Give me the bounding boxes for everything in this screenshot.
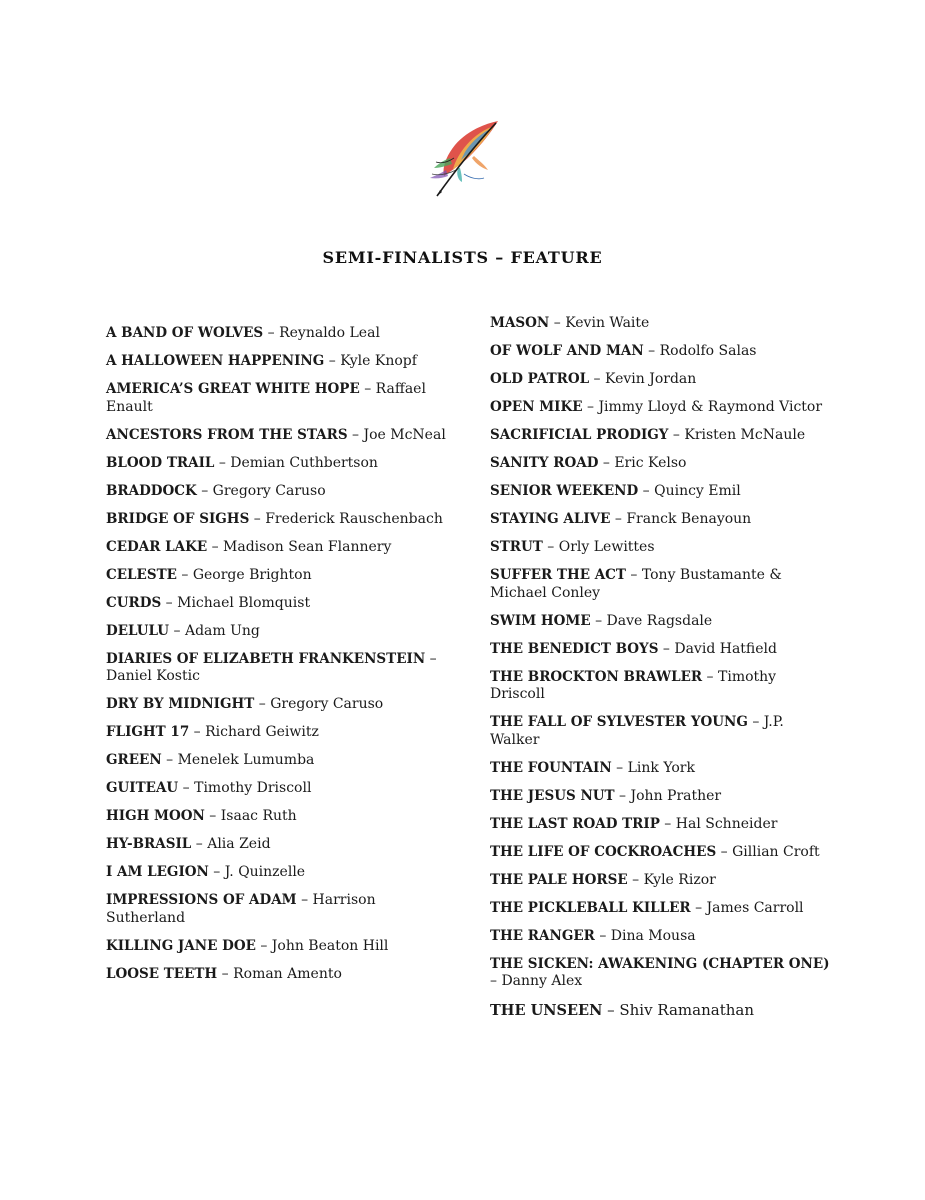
author-name: J.P. Walker (490, 714, 784, 748)
separator-dash: – (425, 650, 437, 667)
list-item (490, 872, 835, 890)
list-item (490, 1001, 835, 1020)
author-name: Adam Ung (184, 622, 260, 639)
separator-dash: – (582, 399, 599, 415)
screenplay-title: KILLING JANE DOE (106, 937, 256, 954)
separator-dash: – (658, 640, 675, 657)
author-name: Jimmy Lloyd & Raymond Victor (598, 399, 823, 415)
screenplay-title: DELULU (106, 622, 170, 639)
separator-dash: – (191, 836, 208, 852)
author-name: Menelek Lumumba (177, 752, 315, 768)
screenplay-title: THE UNSEEN (490, 1002, 603, 1019)
screenplay-title: AMERICA’S GREAT WHITE HOPE (106, 381, 360, 397)
list-item (490, 788, 835, 806)
list-item (106, 623, 446, 641)
screenplay-title: GREEN (106, 752, 162, 768)
list-item (490, 371, 835, 389)
author-name: Kevin Waite (565, 315, 650, 331)
list-item (106, 808, 446, 826)
separator-dash: – (214, 454, 231, 471)
list-item (106, 724, 446, 742)
author-name: Quincy Emil (654, 483, 741, 499)
screenplay-title: SENIOR WEEKEND (490, 483, 639, 499)
list-item (106, 455, 446, 473)
separator-dash: – (589, 371, 605, 387)
list-item (490, 928, 835, 946)
author-name: Demian Cuthbertson (230, 454, 378, 471)
author-name: Shiv Ramanathan (619, 1001, 754, 1019)
screenplay-title: THE FALL OF SYLVESTER YOUNG (490, 714, 748, 730)
author-name: Timothy Driscoll (194, 780, 312, 796)
screenplay-title: THE PICKLEBALL KILLER (490, 899, 691, 916)
author-name: Link York (627, 759, 695, 776)
author-name: James Carroll (706, 899, 804, 916)
list-item (490, 714, 835, 749)
screenplay-title: THE BENEDICT BOYS (490, 640, 659, 657)
screenplay-title: CURDS (106, 594, 162, 611)
separator-dash: – (347, 426, 364, 443)
author-name: John Beaton Hill (271, 937, 389, 954)
screenplay-title: THE RANGER (490, 927, 595, 944)
quill-feather-icon (428, 118, 504, 198)
separator-dash: – (204, 808, 221, 824)
author-name: Hal Schneider (675, 815, 778, 832)
separator-dash: – (610, 511, 627, 527)
separator-dash: – (643, 343, 660, 359)
author-name: Reynaldo Leal (279, 325, 380, 341)
list-item (106, 651, 446, 686)
author-name: Kyle Rizor (643, 871, 716, 888)
author-name: Roman Amento (233, 965, 342, 982)
screenplay-title: I AM LEGION (106, 864, 209, 880)
list-item (106, 567, 446, 585)
separator-dash: – (549, 315, 566, 331)
author-name: Franck Benayoun (626, 511, 752, 527)
list-item (106, 381, 446, 416)
screenplay-title: THE LAST ROAD TRIP (490, 815, 660, 832)
screenplay-title: THE LIFE OF COCKROACHES (490, 843, 717, 860)
screenplay-title: SANITY ROAD (490, 455, 599, 471)
screenplay-title: HY-BRASIL (106, 836, 192, 852)
author-name: Kristen McNaule (684, 427, 806, 443)
author-name: Dina Mousa (610, 927, 696, 944)
author-name: Dave Ragsdale (606, 612, 713, 629)
separator-dash: – (627, 871, 644, 888)
screenplay-title: SACRIFICIAL PRODIGY (490, 427, 669, 443)
screenplay-title: OLD PATROL (490, 371, 590, 387)
screenplay-title: THE SICKEN: AWAKENING (CHAPTER ONE) (490, 955, 830, 972)
separator-dash: – (716, 843, 733, 860)
separator-dash: – (542, 539, 559, 555)
separator-dash: – (598, 455, 615, 471)
list-item (490, 760, 835, 778)
author-name: Gillian Croft (732, 843, 820, 860)
screenplay-title: BLOOD TRAIL (106, 454, 215, 471)
list-item (490, 315, 835, 333)
screenplay-title: BRIDGE OF SIGHS (106, 510, 250, 527)
list-item (490, 539, 835, 557)
separator-dash: – (263, 325, 280, 341)
separator-dash: – (359, 381, 376, 397)
list-item (490, 613, 835, 631)
separator-dash: – (747, 714, 764, 730)
list-item (490, 343, 835, 361)
author-name: Timothy Driscoll (490, 668, 777, 702)
list-item (490, 816, 835, 834)
author-name: George Brighton (192, 566, 312, 583)
author-name: Danny Alex (501, 973, 583, 989)
separator-dash: – (249, 510, 266, 527)
author-name: Daniel Kostic (106, 668, 200, 684)
screenplay-title: CELESTE (106, 566, 177, 583)
separator-dash: – (296, 892, 313, 908)
list-item (490, 511, 835, 529)
screenplay-title: STAYING ALIVE (490, 511, 611, 527)
author-name: Eric Kelso (614, 455, 687, 471)
list-item (106, 892, 446, 927)
separator-dash: – (196, 482, 213, 499)
list-item (106, 780, 446, 798)
screenplay-title: OPEN MIKE (490, 399, 583, 415)
screenplay-title: DRY BY MIDNIGHT (106, 696, 255, 712)
screenplay-title: FLIGHT 17 (106, 724, 190, 740)
separator-dash: – (161, 594, 178, 611)
separator-dash: – (590, 612, 607, 629)
separator-dash: – (638, 483, 655, 499)
author-name: John Prather (630, 787, 722, 804)
author-name: Gregory Caruso (212, 482, 326, 499)
separator-dash: – (659, 815, 676, 832)
screenplay-title: A HALLOWEEN HAPPENING (106, 353, 325, 369)
screenplay-title: THE PALE HORSE (490, 871, 628, 888)
list-item (490, 641, 835, 659)
screenplay-title: THE BROCKTON BRAWLER (490, 668, 703, 685)
screenplay-title: DIARIES OF ELIZABETH FRANKENSTEIN (106, 650, 426, 667)
screenplay-title: SUFFER THE ACT (490, 567, 626, 583)
author-name: Madison Sean Flannery (223, 538, 392, 555)
separator-dash: – (208, 864, 225, 880)
left-column-list (106, 325, 446, 994)
author-name: Frederick Rauschenbach (265, 510, 443, 527)
author-name: Alia Zeid (207, 836, 271, 852)
separator-dash: – (490, 973, 502, 989)
author-name: Rodolfo Salas (659, 343, 757, 359)
author-name: Gregory Caruso (270, 696, 384, 712)
screenplay-title: CEDAR LAKE (106, 538, 208, 555)
screenplay-title: STRUT (490, 539, 543, 555)
separator-dash: – (625, 567, 642, 583)
separator-dash: – (690, 899, 707, 916)
screenplay-title: OF WOLF AND MAN (490, 343, 644, 359)
screenplay-title: MASON (490, 315, 550, 331)
list-item (490, 900, 835, 918)
separator-dash: – (161, 752, 178, 768)
author-name: Kevin Jordan (605, 371, 697, 387)
list-item (106, 938, 446, 956)
author-name: David Hatfield (674, 640, 777, 657)
screenplay-title: LOOSE TEETH (106, 965, 218, 982)
screenplay-title: A BAND OF WOLVES (106, 325, 264, 341)
separator-dash: – (217, 965, 234, 982)
separator-dash: – (668, 427, 685, 443)
author-name: Kyle Knopf (340, 353, 417, 369)
page-title: SEMI-FINALISTS – FEATURE (322, 248, 603, 267)
author-name: Isaac Ruth (220, 808, 297, 824)
list-item (106, 864, 446, 882)
author-name: Orly Lewittes (558, 539, 655, 555)
right-column-list (490, 315, 835, 1031)
separator-dash: – (255, 937, 272, 954)
screenplay-title: BRADDOCK (106, 482, 197, 499)
author-name: Michael Blomquist (177, 594, 311, 611)
separator-dash: – (254, 696, 271, 712)
screenplay-title: IMPRESSIONS OF ADAM (106, 892, 297, 908)
author-name: Raffael Enault (106, 381, 426, 415)
list-item (106, 595, 446, 613)
list-item (490, 669, 835, 704)
separator-dash: – (169, 622, 185, 639)
list-item (490, 567, 835, 602)
author-name: Harrison Sutherland (106, 892, 376, 926)
list-item (106, 836, 446, 854)
separator-dash: – (594, 927, 611, 944)
author-name: Joe McNeal (363, 426, 446, 443)
list-item (106, 539, 446, 557)
list-item (106, 353, 446, 371)
list-item (490, 956, 835, 991)
screenplay-title: ANCESTORS FROM THE STARS (106, 426, 348, 443)
list-item (490, 455, 835, 473)
separator-dash: – (207, 538, 224, 555)
list-item (106, 483, 446, 501)
separator-dash: – (614, 787, 631, 804)
separator-dash: – (702, 668, 719, 685)
list-item (490, 427, 835, 445)
list-item (106, 752, 446, 770)
author-name: Tony Bustamante & Michael Conley (490, 567, 782, 601)
list-item (490, 483, 835, 501)
list-item (490, 399, 835, 417)
author-name: J. Quinzelle (224, 864, 306, 880)
screenplay-title: HIGH MOON (106, 808, 205, 824)
separator-dash: – (189, 724, 206, 740)
author-name: Richard Geiwitz (205, 724, 319, 740)
screenplay-title: THE FOUNTAIN (490, 759, 612, 776)
list-item (106, 427, 446, 445)
screenplay-title: THE JESUS NUT (490, 787, 615, 804)
list-item (106, 511, 446, 529)
list-item (490, 844, 835, 862)
separator-dash: – (176, 566, 193, 583)
list-item (106, 966, 446, 984)
separator-dash: – (178, 780, 195, 796)
separator-dash: – (324, 353, 341, 369)
separator-dash: – (602, 1001, 620, 1019)
list-item (106, 325, 446, 343)
separator-dash: – (611, 759, 628, 776)
screenplay-title: SWIM HOME (490, 612, 591, 629)
list-item (106, 696, 446, 714)
screenplay-title: GUITEAU (106, 780, 179, 796)
